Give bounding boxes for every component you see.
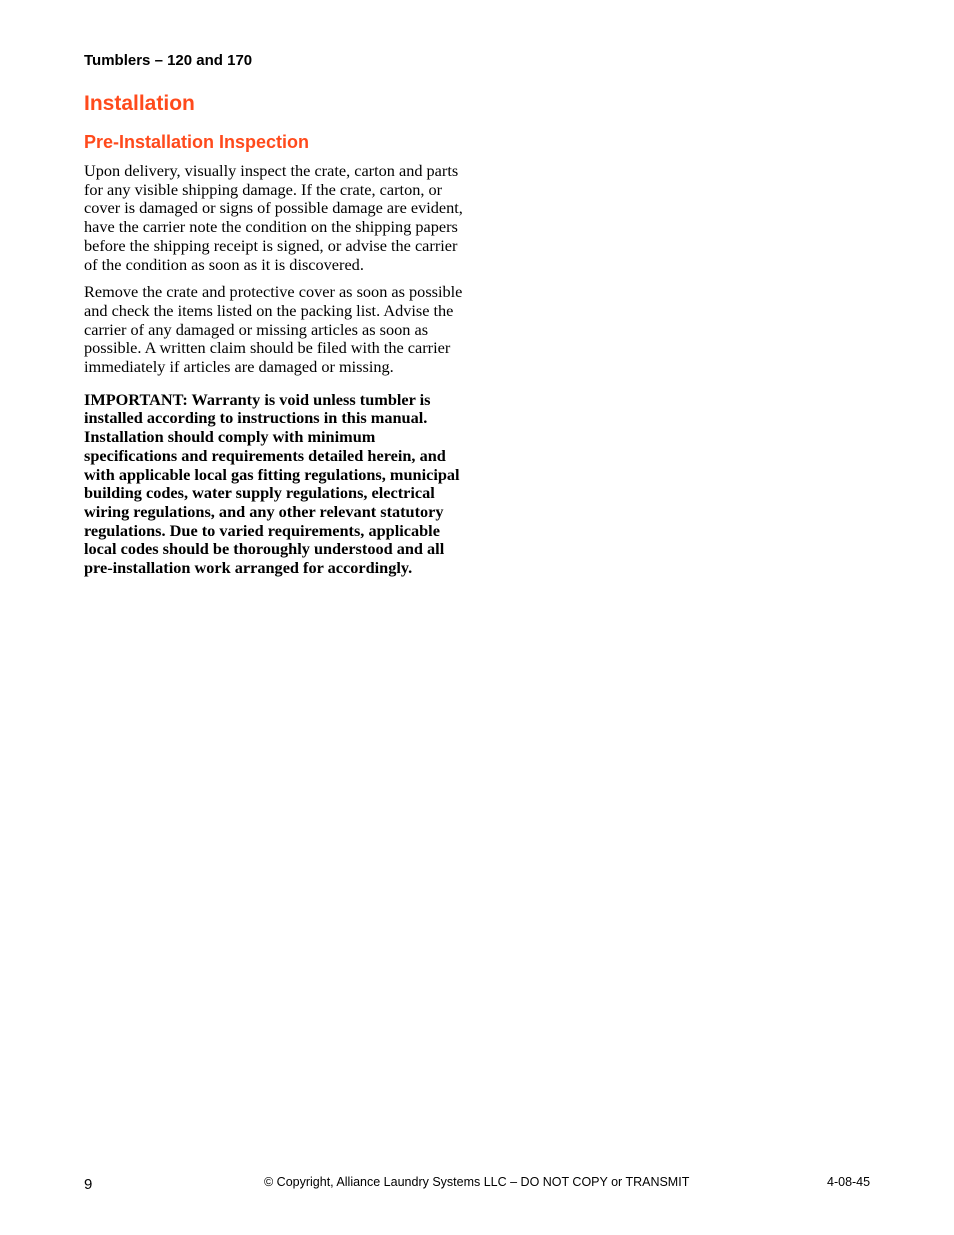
document-number: 4-08-45 (827, 1175, 871, 1189)
section-title: Installation (84, 92, 195, 115)
main-content (84, 90, 464, 587)
subsection-title: Pre-Installation Inspection (84, 132, 310, 152)
page-number: 9 (84, 1176, 93, 1193)
important-notice: IMPORTANT: Warranty is void unless tumbler is installed according to instructions in this manual. Installation should comply with minimum specifications and requirements detailed herein, and with applicable local gas fitting regulations, municipal building codes, water supply regulations, electrical wiring regulations, and any other relevant statutory regulations. Due to varied requirements, applicable local codes should be thoroughly understood and all pre-installation work arranged for accordingly. (84, 389, 460, 578)
paragraph-delivery-inspection: Upon delivery, visually inspect the crate, carton and parts for any visible shipping damage. If the crate, carton, or cover is damaged or signs of possible damage are evident, have the carrier note the condition on the shipping papers before the shipping receipt is signed, or advise the carrier of the condition as soon as it is discovered. (84, 161, 463, 274)
page-footer (0, 1173, 954, 1193)
paragraph-remove-crate: Remove the crate and protective cover as soon as possible and check the items listed on the packing list. Advise the carrier of any damaged or missing articles as soon as possible. A written claim should be filed with the carrier immediately if articles are damaged or missing. (84, 282, 463, 377)
copyright-notice: © Copyright, Alliance Laundry Systems LLC – DO NOT COPY or TRANSMIT (264, 1175, 690, 1189)
running-header: Tumblers – 120 and 170 (84, 52, 253, 69)
